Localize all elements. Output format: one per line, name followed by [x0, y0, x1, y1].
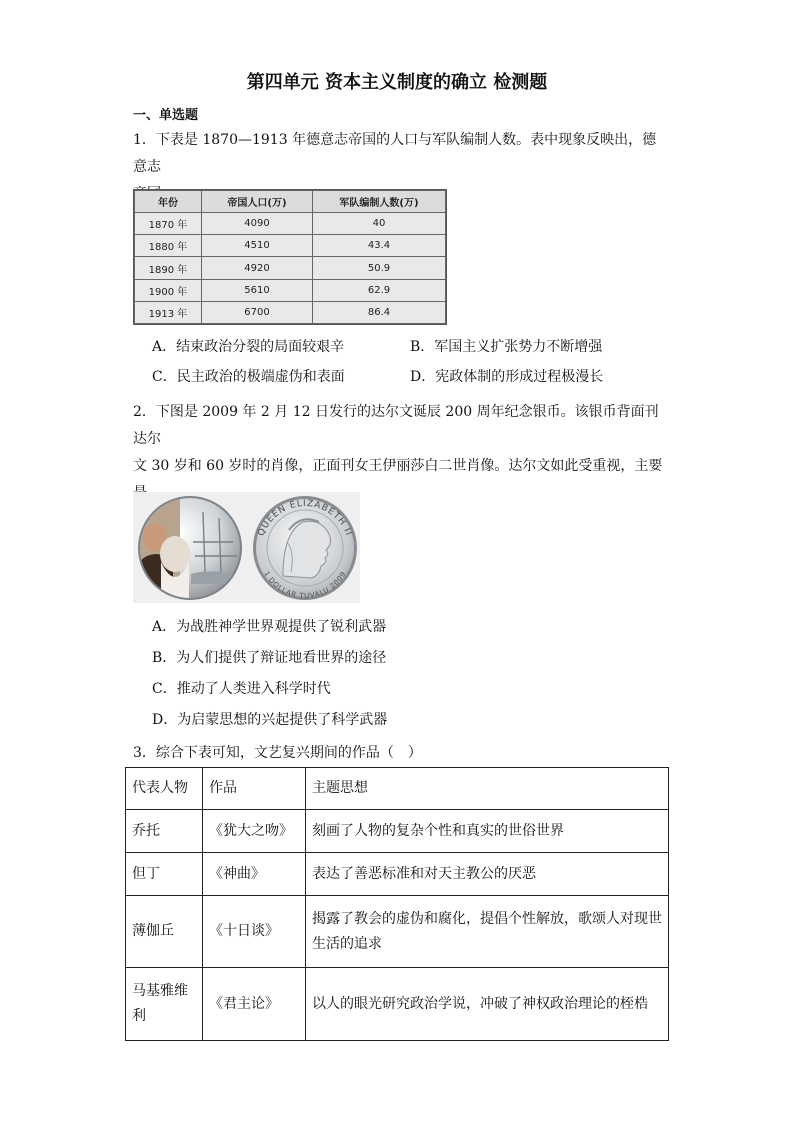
- darwin-coin-image: [133, 492, 360, 603]
- coin-bottom-legend: 1 DOLLAR TUVALU 2009: [262, 569, 348, 601]
- table-cell: 但丁: [126, 853, 203, 896]
- section-heading: 一、单选题: [133, 108, 199, 123]
- question-1-line-1: 1．下表是 1870—1913 年德意志帝国的人口与军队编制人数。表中现象反映出，德意志: [133, 132, 657, 175]
- table-cell: 《君主论》: [203, 968, 306, 1041]
- table-cell: 揭露了教会的虚伪和腐化，提倡个性解放，歌颂人对现世生活的追求: [306, 896, 669, 968]
- question-2-line-1: 2．下图是 2009 年 2 月 12 日发行的达尔文诞辰 200 周年纪念银币。该银币背面刊达尔: [133, 404, 659, 447]
- page-title: 第四单元 资本主义制度的确立 检测题: [246, 72, 548, 93]
- table-cell: 6700: [202, 301, 313, 323]
- table-header-row: [135, 191, 446, 213]
- table-cell: 薄伽丘: [126, 896, 203, 968]
- question-1-option-c: C．民主政治的极端虚伪和表面: [152, 369, 345, 385]
- table-cell: 表达了善恶标准和对天主教公的厌恶: [306, 853, 669, 896]
- table-cell: 4090: [202, 213, 313, 235]
- table-row: [126, 810, 669, 853]
- question-1-option-d: D．宪政体制的形成过程极漫长: [410, 369, 604, 385]
- question-2-option-b: B．为人们提供了辩证地看世界的途径: [152, 650, 387, 666]
- table-row: [135, 279, 446, 301]
- table-cell: 《十日谈》: [203, 896, 306, 968]
- table-cell: 50.9: [313, 257, 446, 279]
- table-cell: 1870 年: [135, 213, 202, 235]
- table-cell: 40: [313, 213, 446, 235]
- question-2-line-2: 文 30 岁和 60 岁时的肖像，正面刊女王伊丽莎白二世肖像。达尔文如此受重视，主要: [133, 458, 663, 474]
- table-header-cell: 年份: [135, 191, 202, 213]
- table-cell: 1880 年: [135, 235, 202, 257]
- question-1-option-b: B．军国主义扩张势力不断增强: [410, 339, 603, 355]
- table-row: [135, 301, 446, 323]
- table-header-cell: 军队编制人数(万): [313, 191, 446, 213]
- table-header-cell: 作品: [203, 768, 306, 810]
- table-cell: 5610: [202, 279, 313, 301]
- table-cell: 以人的眼光研究政治学说，冲破了神权政治理论的桎梏: [306, 968, 669, 1041]
- question-3-table: [125, 767, 669, 1041]
- table-cell: 刻画了人物的复杂个性和真实的世俗世界: [306, 810, 669, 853]
- table-cell: 4920: [202, 257, 313, 279]
- table-cell: 4510: [202, 235, 313, 257]
- table-cell: 86.4: [313, 301, 446, 323]
- table-header-row: [126, 768, 669, 810]
- question-1-option-a: A．结束政治分裂的局面较艰辛: [152, 339, 345, 355]
- table-cell: 《神曲》: [203, 853, 306, 896]
- table-cell: 《犹大之吻》: [203, 810, 306, 853]
- table-header-cell: 主题思想: [306, 768, 669, 810]
- table-cell: 62.9: [313, 279, 446, 301]
- table-header-cell: 帝国人口(万): [202, 191, 313, 213]
- table-cell: 1890 年: [135, 257, 202, 279]
- table-row: [126, 968, 669, 1041]
- table-row: [126, 853, 669, 896]
- question-2-option-a: A．为战胜神学世界观提供了锐利武器: [152, 619, 387, 635]
- table-row: [135, 235, 446, 257]
- table-row: [126, 896, 669, 968]
- table-cell: 马基雅维利: [126, 968, 203, 1041]
- question-3-stem: 3．综合下表可知，文艺复兴期间的作品（ ）: [133, 745, 422, 761]
- table-row: [135, 213, 446, 235]
- table-cell: 1913 年: [135, 301, 202, 323]
- table-cell: 1900 年: [135, 279, 202, 301]
- coin-illustration: [133, 492, 360, 603]
- question-2-option-c: C．推动了人类进入科学时代: [152, 681, 331, 697]
- coin-top-legend: QUEEN ELIZABETH II: [256, 498, 354, 538]
- question-1-table: [133, 189, 447, 325]
- table-row: [135, 257, 446, 279]
- old-darwin-portrait: [160, 536, 190, 572]
- table-cell: 43.4: [313, 235, 446, 257]
- table-header-cell: 代表人物: [126, 768, 203, 810]
- question-2-option-d: D．为启蒙思想的兴起提供了科学武器: [152, 712, 388, 728]
- table-cell: 乔托: [126, 810, 203, 853]
